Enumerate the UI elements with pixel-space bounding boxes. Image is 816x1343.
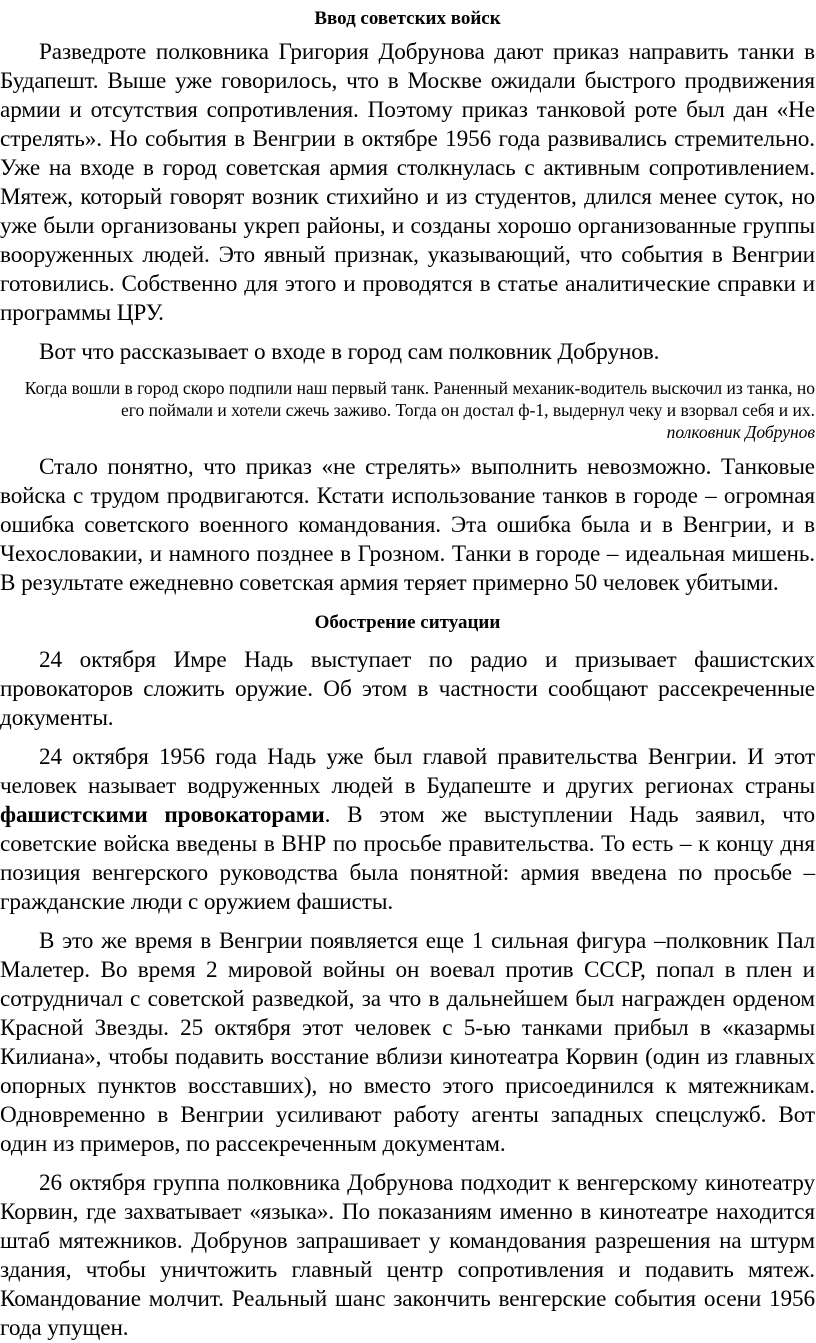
paragraph-dobrunov-intro: Вот что рассказывает о входе в город сам полковник Добрунов. <box>39 339 660 365</box>
paragraph-no-shoot-order: Стало понятно, что приказ «не стрелять» выполнить невозможно. Танковые войска с трудом продвигаются. Кстати использование танков в городе – огромная ошибка советского военного командования. Эта ошибка была и в Венгрии, и в Чехословакии, и намного позднее в Грозном. Танки в городе – идеальная мишень. В результате ежедневно советская армия теряет примерно 50 человек убитыми. <box>0 454 815 596</box>
section-heading-troops-entry: Ввод советских войск <box>314 8 501 29</box>
p5-text-start: 24 октября 1956 года Надь уже был главой правительства Венгрии. И этот человек называет водруженных людей в Будапеште и других регионах страны <box>0 744 815 799</box>
paragraph-maleter: В это же время в Венгрии появляется еще 1 сильная фигура –полковник Пал Малетер. Во время 2 мировой войны он воевал против СССР, попал в плен и сотрудничал с советской разведкой, за что в дальнейшем был награжден орденом Красной Звезды. 25 октября этот человек с 5-ью танками прибыл в «казармы Килиана», чтобы подавить восстание вблизи кинотеатра Корвин (один из главных опорных пунктов восставших), но вместо этого присоединился к мятежникам. Одновременно в Венгрии усиливают работу агенты западных спецслужб. Вот один из примеров, по рассекреченным документам. <box>0 928 815 1157</box>
paragraph-razvedrota: Разведроте полковника Григория Добрунова дают приказ направить танки в Будапешт. Выше уже говорилось, что в Москве ожидали быстрого продвижения армии и отсутствия сопротивления. Поэтому приказ танковой роте был дан «Не стрелять». Но события в Венгрии в октябре 1956 года развивались стремительно. Уже на входе в город советская армия столкнулась с активным сопротивлением. Мятеж, который говорят возник стихийно и из студентов, длился менее суток, но уже были организованы укреп районы, и созданы хорошо организованные группы вооруженных людей. Это явный признак, указывающий, что события в Венгрии готовились. Собственно для этого и проводятся в статье аналитические справки и программы ЦРУ. <box>0 39 815 326</box>
paragraph-corvin-cinema: 26 октября группа полковника Добрунова подходит к венгерскому кинотеатру Корвин, где захватывает «языка». По показаниям именно в кинотеатре находится штаб мятежников. Добрунов запрашивает у командования разрешения на штурм здания, чтобы уничтожить главный центр сопротивления и подавить мятеж. Командование молчит. Реальный шанс закончить венгерские события осени 1956 года упущен. <box>0 1170 815 1341</box>
p5-bold-phrase: фашистскими провокаторами <box>0 802 325 828</box>
quote-author: полковник Добрунов <box>666 422 815 442</box>
quote-block <box>0 377 815 443</box>
paragraph-nagy-head-of-government <box>0 743 815 917</box>
quote-text: Когда вошли в город скоро подпили наш первый танк. Раненный механик-водитель выскочил из танка, но его поймали и хотели сжечь заживо. Тогда он достал ф-1, выдернул чеку и взорвал себя и их. <box>24 378 815 420</box>
section-heading-escalation: Обострение ситуации <box>314 612 501 633</box>
paragraph-nagy-radio: 24 октября Имре Надь выступает по радио и призывает фашистских провокаторов сложить оружие. Об этом в частности сообщают рассекреченные документы. <box>0 647 815 731</box>
p5-text-end: . В этом же выступлении Надь заявил, что советские войска введены в ВНР по просьбе правительства. То есть – к концу дня позиция венгерского руководства была понятной: армия введена по просьбе – гражданские люди с оружием фашисты. <box>0 802 815 915</box>
